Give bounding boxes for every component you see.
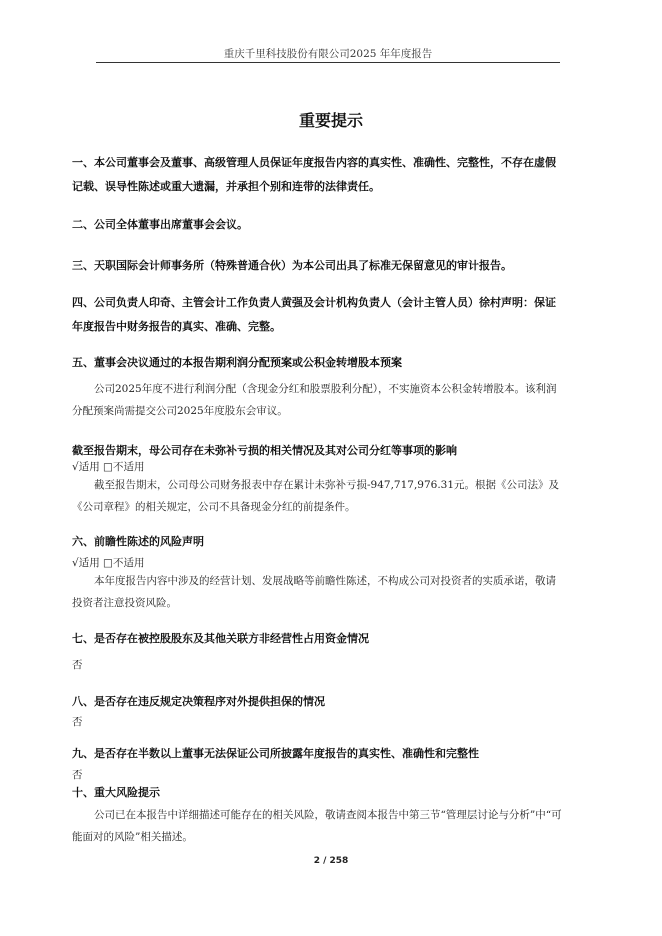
item-7-heading: 七、是否存在被控股股东及其他关联方非经营性占用资金情况: [72, 632, 369, 645]
item-2: 二、公司全体董事出席董事会会议。: [72, 218, 248, 231]
item-10-body: 公司已在本报告中详细描述可能存在的相关风险，敬请查阅本报告中第三节“管理层讨论与分析”中“可能面对的风险”相关描述。: [72, 809, 562, 843]
item-6-body: 本年度报告内容中涉及的经营计划、发展战略等前瞻性陈述，不构成公司对投资者的实质承诺，敬请投资者注意投资风险。: [72, 575, 556, 609]
item-10-heading: 十、重大风险提示: [72, 786, 160, 799]
item-8-answer: 否: [72, 716, 83, 728]
item-6-heading: 六、前瞻性陈述的风险声明: [72, 535, 204, 548]
item-5-heading: 五、董事会决议通过的本报告期利润分配预案或公积金转增股本预案: [72, 356, 402, 369]
loss-body: 截至报告期末，公司母公司财务报表中存在累计未弥补亏损-947,717,976.31元。根据《公司法》及《公司章程》的相关规定，公司不具备现金分红的前提条件。: [72, 479, 560, 513]
page-number: 2 / 258: [313, 856, 349, 866]
loss-applicable-checkbox: √适用 □不适用: [72, 461, 145, 473]
page-title: 重要提示: [298, 111, 363, 130]
loss-heading: 截至报告期末，母公司存在未弥补亏损的相关情况及其对公司分红等事项的影响: [72, 444, 457, 457]
running-header: 重庆千里科技股份有限公司2025 年年度报告: [223, 48, 433, 60]
item-5-body: 公司2025年度不进行利润分配（含现金分红和股票股利分配），不实施资本公积金转增股本。该利润分配预案尚需提交公司2025年度股东会审议。: [72, 383, 557, 417]
item-7-answer: 否: [72, 659, 83, 671]
item-8-heading: 八、是否存在违反规定决策程序对外提供担保的情况: [72, 695, 325, 708]
item-9-heading: 九、是否存在半数以上董事无法保证公司所披露年度报告的真实性、准确性和完整性: [72, 747, 479, 760]
header-divider: [96, 62, 560, 63]
item-6-applicable-checkbox: √适用 □不适用: [72, 557, 145, 569]
item-3: 三、天职国际会计师事务所（特殊普通合伙）为本公司出具了标准无保留意见的审计报告。: [72, 259, 512, 272]
item-4: 四、公司负责人印奇、主管会计工作负责人黄强及会计机构负责人（会计主管人员）徐村声明：保证年度报告中财务报告的真实、准确、完整。: [72, 296, 556, 333]
item-9-answer: 否: [72, 769, 83, 781]
item-1: 一、本公司董事会及董事、高级管理人员保证年度报告内容的真实性、准确性、完整性，不存在虚假记载、误导性陈述或重大遗漏，并承担个别和连带的法律责任。: [72, 156, 556, 193]
